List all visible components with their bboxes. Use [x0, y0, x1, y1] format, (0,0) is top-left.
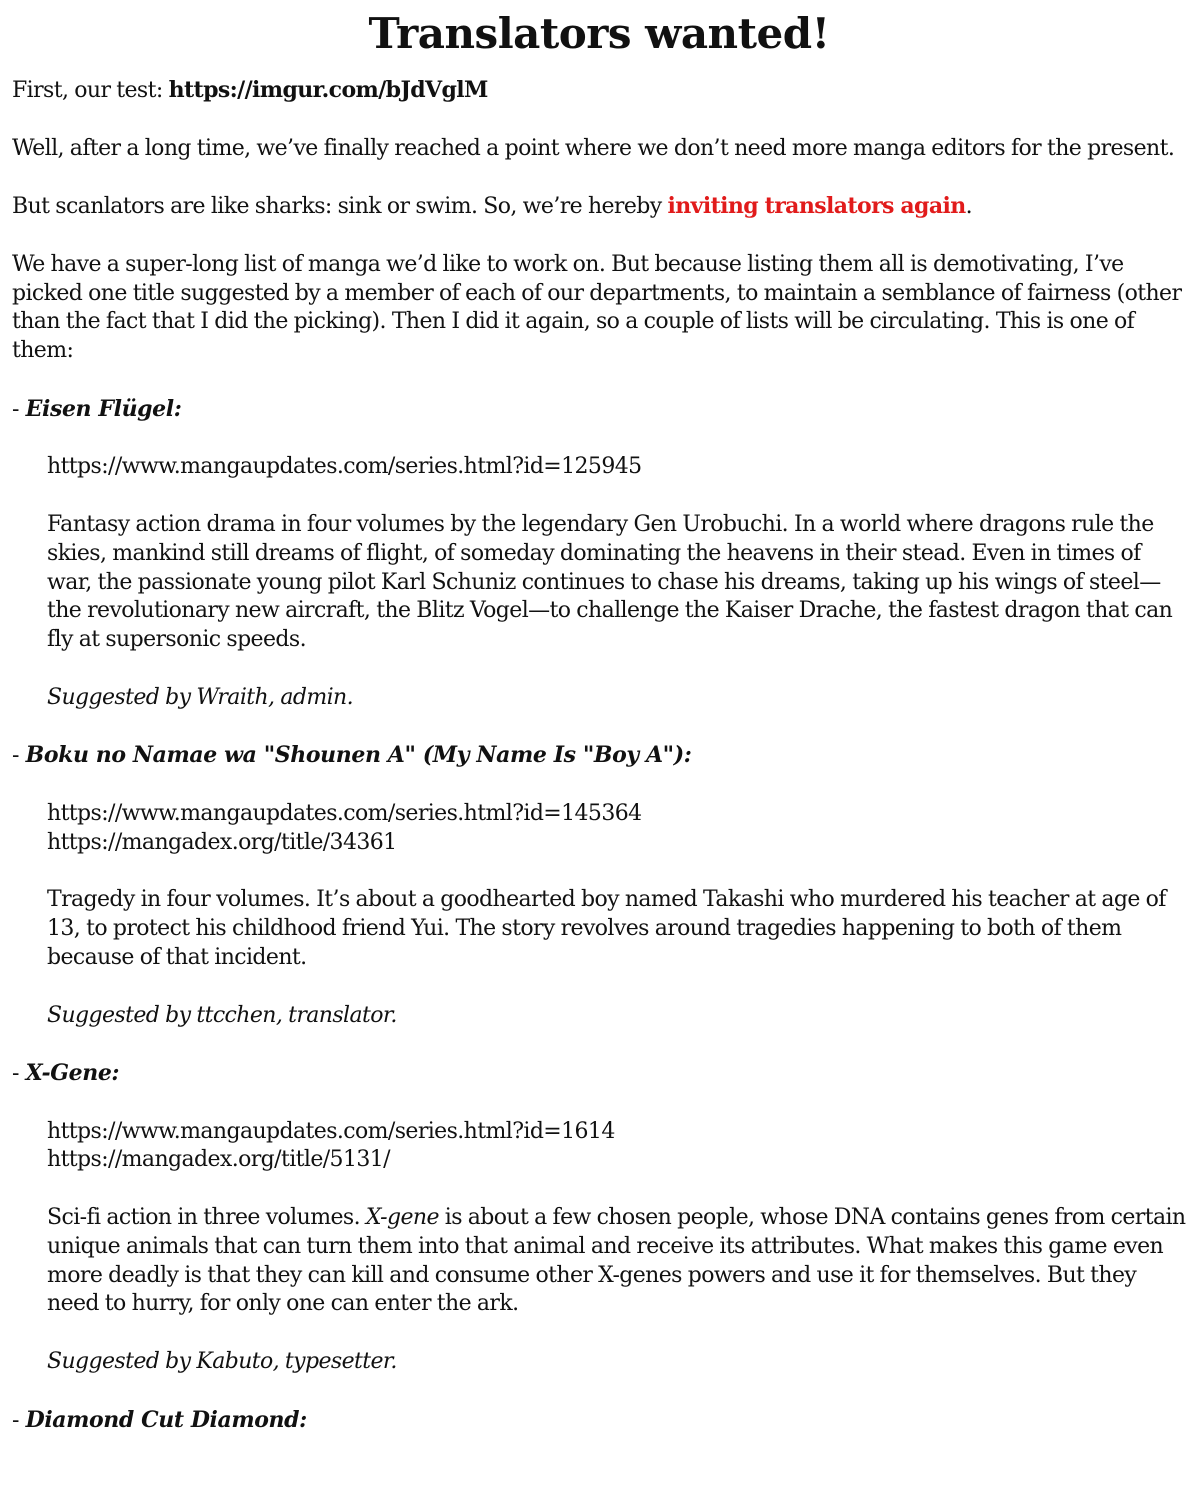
entry-links [12, 800, 1186, 858]
description-before: Sci-fi action in three volumes. [47, 1205, 366, 1231]
spacer [12, 482, 1186, 511]
entry-description: Fantasy action drama in four volumes by the legendary Gen Urobuchi. In a world where dragons rule the skies, mankind still dreams of flight, of someday dominating the heavens in their stead. Even in times of war, the passionate young pilot Karl Schuniz continues to chase his dreams, taking up his wings of steel—the revolutionary new aircraft, the Blitz Vogel—to challenge the Kaiser Drache, the fastest dragon that can fly at supersonic speeds. [47, 511, 1173, 653]
spacer [12, 1089, 1186, 1118]
entry-dash: - [12, 1061, 26, 1087]
entry-links [12, 453, 1186, 482]
entry-links [12, 1118, 1186, 1176]
list-item [12, 1059, 1186, 1377]
spacer [12, 1377, 1186, 1406]
spacer [12, 655, 1186, 684]
spacer [12, 106, 1186, 135]
spacer [12, 858, 1186, 887]
para2-after: . [965, 194, 973, 220]
entry-title: Diamond Cut Diamond: [25, 1406, 307, 1433]
entry-dash: - [12, 743, 26, 769]
entry-suggested-by: Suggested by Wraith, admin. [47, 684, 354, 710]
spacer [12, 1030, 1186, 1059]
entry-suggested-by: Suggested by Kabuto, typesetter. [47, 1349, 397, 1375]
entry-suggested-by: Suggested by ttcchen, translator. [47, 1002, 397, 1028]
spacer [12, 973, 1186, 1002]
spacer [12, 366, 1186, 395]
description-after: is about a few chosen people, whose DNA contains genes from certain unique animals that can turn them into that animal and receive its attributes. What makes this game even more deadly is that they can kill and consume other X-genes powers and use it for themselves. But they need to hurry, for only one can enter the ark. [47, 1205, 1186, 1317]
intro-paragraph-3: We have a super-long list of manga we’d like to work on. But because listing them all is demotivating, I’ve picked one title suggested by a member of each of our departments, to maintain a semblance of fairness (other than the fact that I did the picking). Then I did it again, so a couple of lists will be circulating. This is one of them: [12, 251, 1182, 364]
spacer [12, 222, 1186, 251]
mangaupdates-link[interactable]: https://www.mangaupdates.com/series.html?id=145364 [47, 800, 642, 826]
entry-description: Tragedy in four volumes. It’s about a goodhearted boy named Takashi who murdered his teacher at age of 13, to protect his childhood friend Yui. The story revolves around tragedies happening to both of them because of that incident. [47, 887, 1166, 970]
test-prefix: First, our test: [12, 78, 169, 103]
entry-heading [12, 1059, 1186, 1089]
entry-dash: - [12, 1407, 26, 1433]
entry-title: X-Gene: [25, 1060, 120, 1087]
highlight-text: inviting translators again [667, 193, 966, 220]
spacer [12, 425, 1186, 454]
intro-paragraph-2 [12, 192, 1186, 222]
para2-before: But scanlators are like sharks: sink or swim. So, we’re hereby [12, 194, 668, 220]
description-italic-title: X-gene [365, 1205, 439, 1231]
entry-title: Boku no Namae wa "Shounen A" (My Name Is "Boy A"): [25, 742, 692, 769]
mangaupdates-link[interactable]: https://www.mangaupdates.com/series.html?id=1614 [47, 1118, 615, 1144]
mangaupdates-link[interactable]: https://www.mangaupdates.com/series.html?id=125945 [47, 454, 642, 480]
entry-heading [12, 395, 1186, 425]
spacer [12, 713, 1186, 742]
entry-heading [12, 741, 1186, 771]
spacer [12, 163, 1186, 192]
page-title: Translators wanted! [368, 9, 830, 58]
list-item [12, 741, 1186, 1030]
test-link[interactable]: https://imgur.com/bJdVglM [168, 77, 488, 103]
entry-description [12, 1204, 1186, 1319]
mangadex-link[interactable]: https://mangadex.org/title/34361 [47, 829, 397, 855]
test-line [12, 76, 1186, 106]
spacer [12, 1175, 1186, 1204]
intro-paragraph-1: Well, after a long time, we’ve finally reached a point where we don’t need more manga editors for the present. [12, 135, 1175, 161]
list-item [12, 1406, 1186, 1436]
entry-heading [12, 1406, 1186, 1436]
spacer [12, 771, 1186, 800]
mangadex-link[interactable]: https://mangadex.org/title/5131/ [47, 1147, 390, 1173]
list-item [12, 395, 1186, 713]
spacer [12, 1319, 1186, 1348]
entry-dash: - [12, 396, 26, 422]
entry-title: Eisen Flügel: [25, 395, 182, 422]
